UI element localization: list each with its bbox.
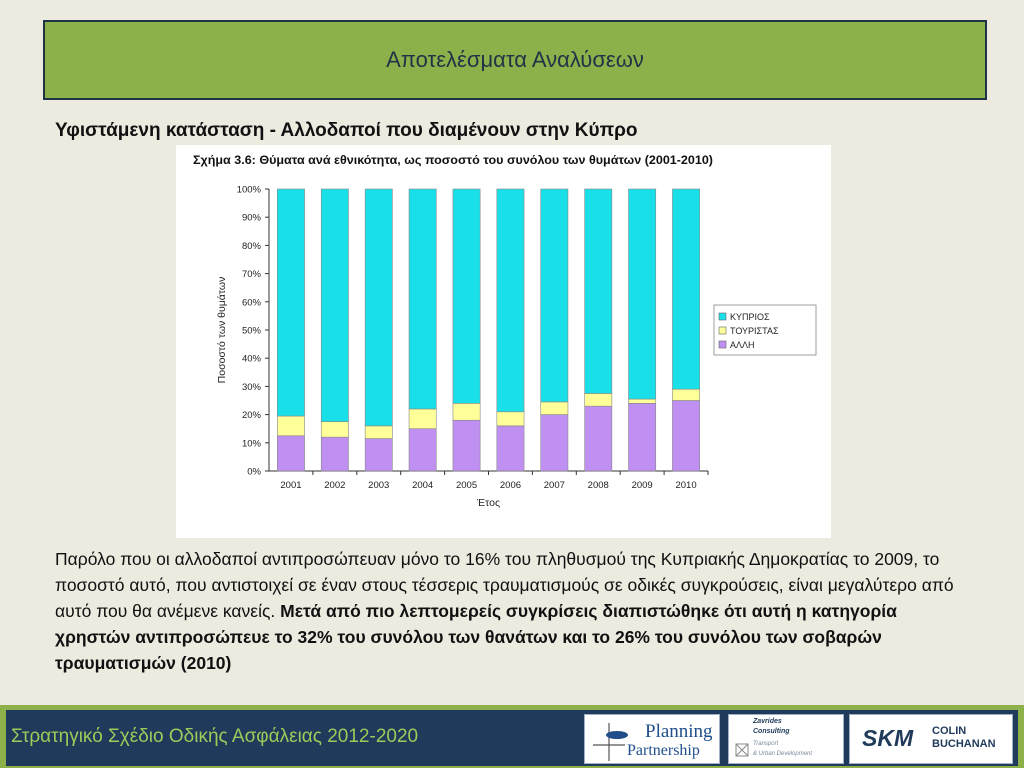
body-paragraph [55,546,970,676]
bar-segment [497,189,524,412]
bar-segment [585,406,612,471]
x-tick-label: 2008 [587,480,609,491]
bar-segment [541,189,568,402]
bar-segment [277,416,304,436]
logo2-line2: Consulting [753,728,790,735]
logo2-line3: Transport [753,741,779,747]
legend-swatch [719,313,726,320]
bar-segment [672,401,699,472]
y-tick-label: 70% [241,269,261,281]
bar-segment [409,189,436,409]
y-tick-label: 0% [247,466,261,478]
bar-segment [497,412,524,426]
bar-segment [585,189,612,393]
footer-bar [0,705,1024,768]
y-tick-label: 100% [236,184,261,196]
crosshair-icon [589,717,629,763]
slide-subtitle: Υφιστάμενη κατάσταση - Αλλοδαποί που διαμένουν στην Κύπρο [55,120,638,141]
logo2-line4: & Urban Development [753,751,813,757]
y-tick-label: 20% [241,410,261,422]
planning-partnership-logo [584,714,720,764]
x-tick-label: 2007 [543,480,565,491]
bar-segment [672,189,699,389]
x-tick-label: 2010 [675,480,697,491]
bar-segment [321,189,348,422]
bar-segment [453,403,480,420]
bar-segment [365,439,392,471]
x-tick-label: 2003 [368,480,390,491]
legend-swatch [719,341,726,348]
zavrides-consulting-logo [728,714,844,764]
bar-segment [629,403,656,471]
x-tick-label: 2002 [324,480,346,491]
paragraph-bold-text: Μετά από πιο λεπτομερείς συγκρίσεις διαπιστώθηκε ότι αυτή η κατηγορία χρηστών αντιπροσώπευε το 32% του συνόλου των θανάτων και το 26% του συνόλου των σοβαρών τραυματισμών (2010) [55,601,897,673]
stacked-bar-chart [176,145,831,538]
x-axis-label: Έτος [476,497,501,509]
skm-colin-buchanan-logo [849,714,1013,764]
legend-swatch [719,327,726,334]
slide-title: Αποτελέσματα Αναλύσεων [386,47,644,72]
legend-label: ΤΟΥΡΙΣΤΑΣ [730,326,779,336]
bar-segment [629,189,656,399]
bar-segment [585,393,612,406]
x-tick-label: 2004 [412,480,434,491]
bar-segment [277,189,304,416]
bar-segment [541,402,568,415]
y-tick-label: 30% [241,381,261,393]
legend-label: ΑΛΛΗ [730,340,755,350]
bar-segment [409,429,436,471]
footer-panel [6,710,1018,766]
y-tick-label: 60% [241,297,261,309]
bar-segment [321,422,348,438]
chart-container [176,145,831,538]
bar-segment [541,415,568,471]
bar-segment [453,189,480,403]
bar-segment [409,409,436,429]
x-tick-label: 2001 [280,480,302,491]
legend-label: ΚΥΠΡΙΟΣ [730,312,770,322]
bar-segment [277,436,304,471]
y-axis-label: Ποσοστό των θυμάτων [216,276,228,384]
logo1-main-text: Planning [645,721,713,742]
logo1-sub-text: Partnership [627,742,700,759]
bar-segment [365,426,392,439]
paragraph-normal-text: Παρόλο που οι αλλοδαποί αντιπροσώπευαν μόνο το 16% του πληθυσμού της Κυπριακής Δημοκρατίας το 2009, το ποσοστό αυτό, που αντιστοιχεί σε έναν στους τέσσερις τραυματισμούς σε οδικές συγκρούσεις, είναι μεγαλύτερο από αυτό που θα ανέμενε κανείς. [55,549,954,621]
y-tick-label: 80% [241,240,261,252]
y-tick-label: 10% [241,438,261,450]
bar-segment [453,420,480,471]
footer-title: Στρατηγικό Σχέδιο Οδικής Ασφάλειας 2012-2020 [11,726,419,747]
y-tick-label: 90% [241,212,261,224]
logo2-line1: Zavrides [753,718,782,725]
logo1-small-text: A.L.A. [614,726,635,733]
x-tick-label: 2009 [631,480,653,491]
x-tick-label: 2005 [455,480,478,491]
logo3-line2: BUCHANAN [932,738,996,750]
title-bar [43,20,987,100]
y-tick-label: 40% [241,353,261,365]
chart-title: Σχήμα 3.6: Θύματα ανά εθνικότητα, ως ποσοστό του συνόλου των θυμάτων (2001-2010) [193,155,714,167]
bar-segment [365,189,392,426]
y-tick-label: 50% [241,325,261,337]
bar-segment [672,389,699,400]
bar-segment [321,437,348,471]
logo3-mark: SKM [862,725,914,751]
bar-segment [629,399,656,403]
bar-segment [497,426,524,471]
envelope-icon [735,743,749,757]
x-tick-label: 2006 [499,480,522,491]
logo3-line1: COLIN [932,725,967,737]
